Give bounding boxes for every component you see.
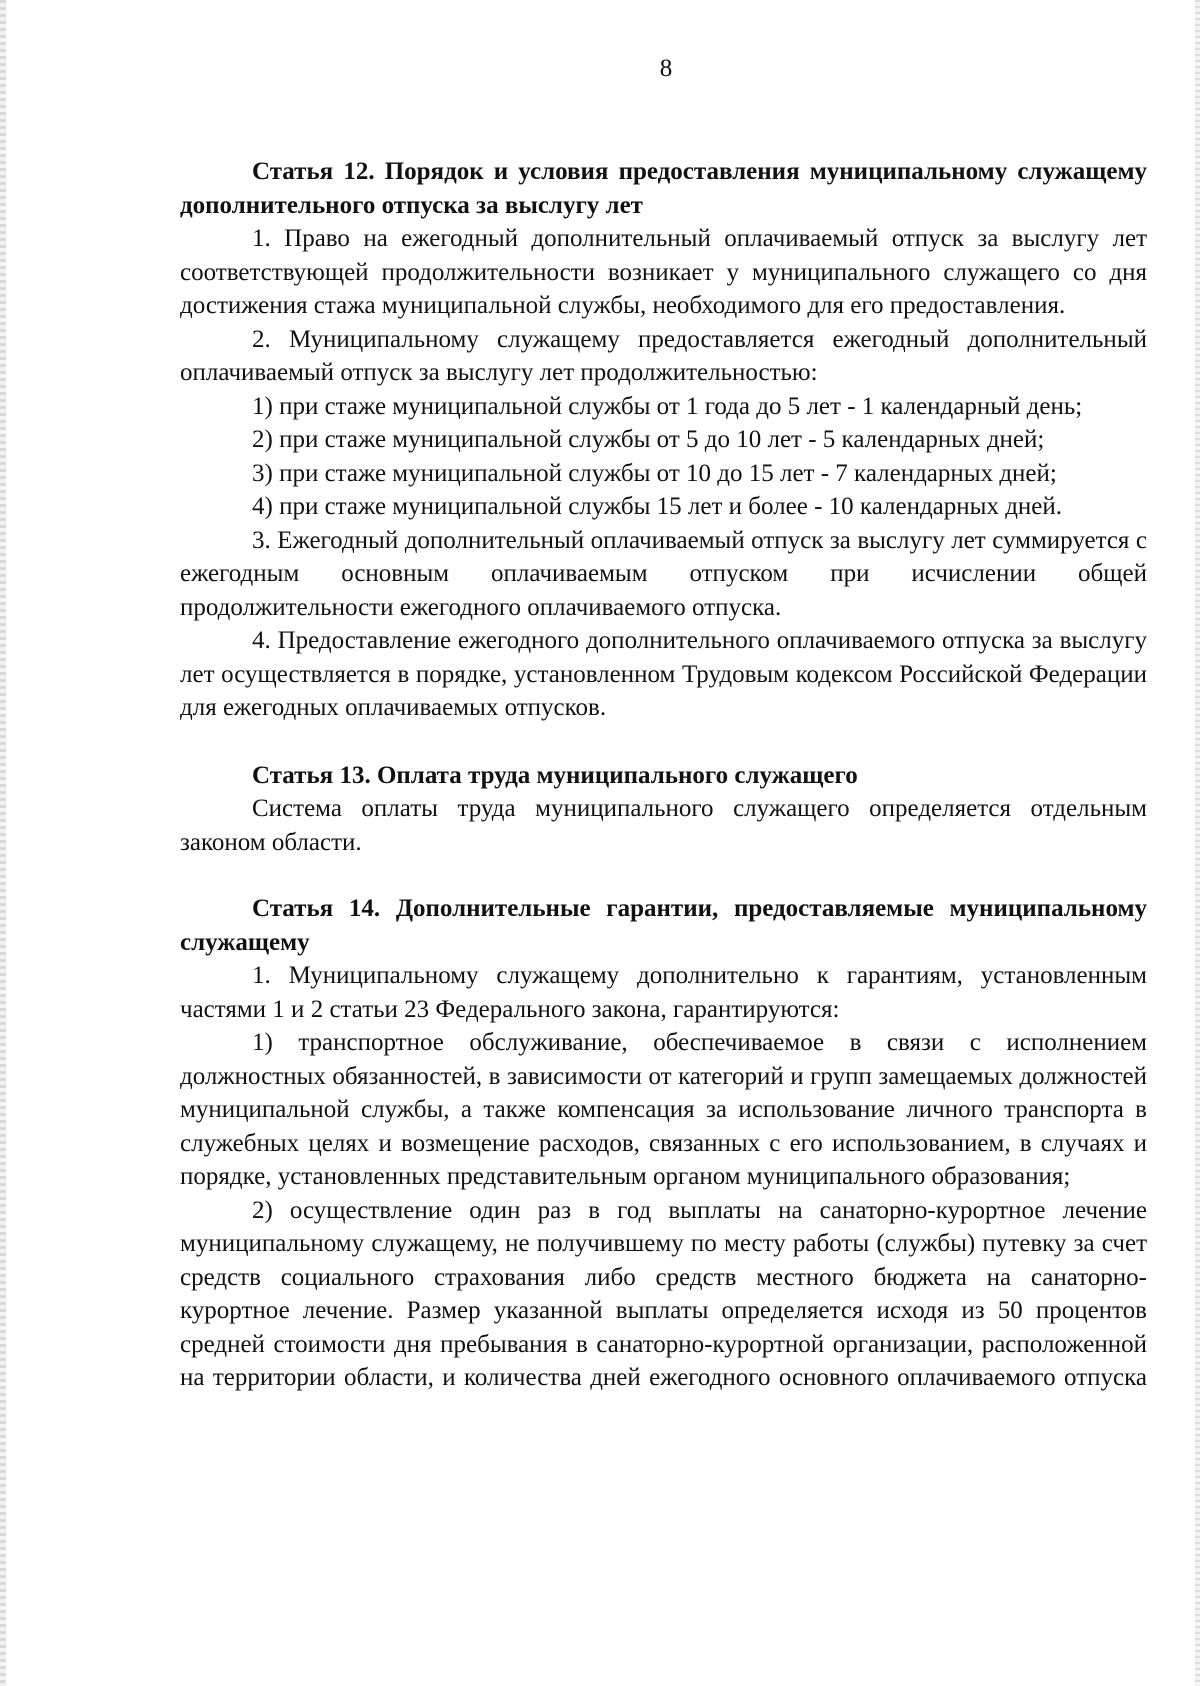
- document-body: [180, 155, 1147, 1395]
- article-14: [180, 892, 1147, 1395]
- scan-edge-left: [0, 0, 6, 1686]
- article-12-heading: Статья 12. Порядок и условия предоставления муниципальному служащему дополнительного отпуска за выслугу лет: [180, 158, 1147, 219]
- article-12-paragraph-3: 3. Ежегодный дополнительный оплачиваемый отпуск за выслугу лет суммируется с ежегодным основным оплачиваемым отпуском при исчислении общей продолжительности ежегодного оплачиваемого отпуска.: [180, 526, 1147, 621]
- article-14-heading: Статья 14. Дополнительные гарантии, предоставляемые муниципальному служащему: [180, 895, 1147, 956]
- article-12-item-1: 1) при стаже муниципальной службы от 1 года до 5 лет - 1 календарный день;: [252, 392, 1083, 420]
- scan-edge-right: [1195, 0, 1200, 1686]
- article-12-item-4: 4) при стаже муниципальной службы 15 лет и более - 10 календарных дней.: [252, 493, 1063, 520]
- article-13-heading: Статья 13. Оплата труда муниципального служащего: [252, 761, 858, 789]
- article-14-paragraph-1: 1. Муниципальному служащему дополнительно к гарантиям, установленным частями 1 и 2 статьи 23 Федерального закона, гарантируются:: [180, 962, 1147, 1023]
- section-spacer: [180, 859, 1147, 892]
- article-12-paragraph-4: 4. Предоставление ежегодного дополнительного оплачиваемого отпуска за выслугу лет осуществляется в порядке, установленном Трудовым кодексом Российской Федерации для ежегодных оплачиваемых отпусков.: [180, 627, 1147, 721]
- article-12-paragraph-1: 1. Право на ежегодный дополнительный оплачиваемый отпуск за выслугу лет соответствующей продолжительности возникает у муниципального служащего со дня достижения стажа муниципальной службы, необходимого для его предоставления.: [180, 225, 1147, 319]
- article-12-item-2: 2) при стаже муниципальной службы от 5 до 10 лет - 5 календарных дней;: [252, 426, 1045, 453]
- article-13: [180, 759, 1147, 860]
- article-13-paragraph-1: Система оплаты труда муниципального служащего определяется отдельным законом области.: [180, 795, 1147, 856]
- article-12-item-3: 3) при стаже муниципальной службы от 10 до 15 лет - 7 календарных дней;: [252, 459, 1057, 487]
- article-12: [180, 155, 1147, 725]
- page-number: 8: [659, 55, 673, 82]
- article-12-paragraph-2: 2. Муниципальному служащему предоставляется ежегодный дополнительный оплачиваемый отпуск за выслугу лет продолжительностью:: [180, 325, 1147, 386]
- article-14-item-1: 1) транспортное обслуживание, обеспечиваемое в связи с исполнением должностных обязанностей, в зависимости от категорий и групп замещаемых должностей муниципальной службы, а также компенсация за использование личного транспорта в служебных целях и возмещение расходов, связанных с его использованием, в случаях и порядке, установленных представительным органом муниципального образования;: [180, 1029, 1147, 1190]
- article-14-item-2: 2) осуществление один раз в год выплаты на санаторно-курортное лечение муниципальному служащему, не получившему по месту работы (службы) путевку за счет средств социального страхования либо средств местного бюджета на санаторно-курортное лечение. Размер указанной выплаты определяется исходя из 50 процентов средней стоимости дня пребывания в санаторно-курортной организации, расположенной на территории области, и количества дней ежегодного основного оплачиваемого отпуска: [180, 1196, 1147, 1391]
- section-spacer: [180, 725, 1147, 759]
